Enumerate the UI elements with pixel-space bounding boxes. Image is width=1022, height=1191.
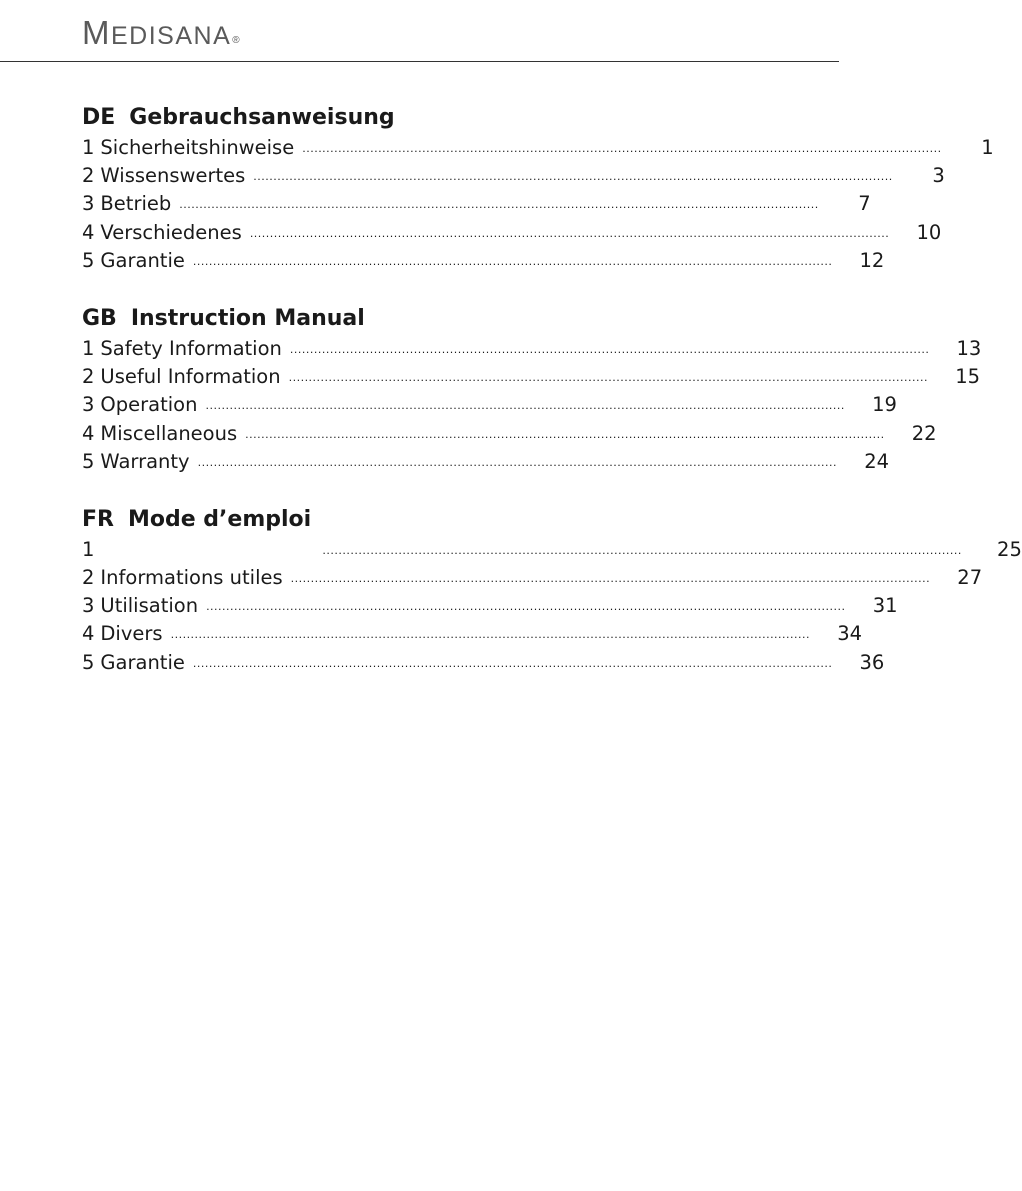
toc-entry[interactable] [82,620,863,648]
toc-entry[interactable] [82,363,981,391]
entry-number: 3 [82,393,95,417]
entry-label: Garantie [100,248,185,272]
section-title: Mode d’emploi [127,506,312,532]
entry-label: Betrieb [100,192,172,216]
entry-number: 2 [82,566,95,590]
entry-page-number: 10 [916,220,942,244]
entry-page-number: 34 [837,622,863,646]
brand-logo-initial: M [82,14,111,51]
section-heading [82,504,536,536]
brand-logo-rest: EDISANA [111,22,232,50]
entry-number: 5 [82,449,95,473]
entry-label: Sicherheitshinweise [100,136,295,159]
entry-label: Verschiedenes [100,220,242,244]
brand-logo [82,16,241,53]
toc-entry[interactable] [82,134,994,162]
entry-number: 2 [82,365,95,389]
dot-leader: ................................................................................................................................................................ [206,600,846,614]
entry-number: 3 [82,192,95,216]
section-heading [82,303,536,335]
toc-section-fr [82,504,1022,677]
toc-entry[interactable] [82,247,885,275]
entry-page-number: 27 [957,566,983,590]
dot-leader: ................................................................................................................................................................ [290,572,931,586]
entry-page-number: 22 [911,421,937,445]
entry-number: 1 [82,136,95,159]
section-title: Gebrauchsanweisung [129,105,395,130]
section-title: Instruction Manual [130,305,365,331]
dot-leader: ................................................................................................................................................................ [288,371,929,385]
entry-number: 4 [82,421,95,445]
entry-page-number: 7 [858,192,871,216]
toc-entry[interactable] [82,162,945,190]
dot-leader: ................................................................................................................................................................ [192,254,833,268]
toc-entry[interactable] [82,536,1022,564]
registered-mark: ® [232,35,242,46]
section-language-code: FR [82,506,114,532]
entry-page-number: 3 [932,164,945,188]
table-of-contents [82,102,1022,705]
entry-label: Miscellaneous [100,421,238,445]
entry-label: Useful Information [100,365,281,389]
entry-number: 4 [82,622,95,646]
dot-leader: ................................................................................................................................................................ [302,142,942,155]
toc-entry[interactable] [82,420,937,448]
toc-entry[interactable] [82,649,885,677]
entry-number: 2 [82,164,95,188]
entry-label: Operation [100,393,198,417]
entry-label: Divers [100,622,163,646]
toc-section-gb [82,303,982,476]
dot-leader: ................................................................................................................................................................ [253,170,893,184]
entry-page-number: 15 [955,365,981,389]
dot-leader: ................................................................................................................................................................ [289,342,930,356]
entry-label: Utilisation [100,594,199,618]
entry-page-number: 36 [859,650,885,674]
header-divider [0,61,839,62]
entry-page-number: 25 [997,537,1022,561]
toc-section-de [82,102,994,275]
entry-page-number: 1 [981,136,994,159]
entry-page-number: 24 [864,449,890,473]
dot-leader: ................................................................................................................................................................ [192,656,833,670]
dot-leader: ................................................................................................................................................................ [322,543,962,557]
toc-entry[interactable] [82,219,942,247]
toc-entry[interactable] [82,391,897,419]
toc-entries [82,536,1022,677]
toc-entries [82,335,982,476]
dot-leader: ................................................................................................................................................................ [170,628,811,642]
entry-number: 1 [82,537,95,561]
entry-number: 4 [82,220,95,244]
entry-number: 3 [82,594,95,618]
toc-entry[interactable] [82,190,871,218]
entry-number: 5 [82,650,95,674]
toc-entry[interactable] [82,335,982,363]
dot-leader: ................................................................................................................................................................ [197,455,838,469]
toc-entry[interactable] [82,564,983,592]
toc-entry[interactable] [82,448,890,476]
entry-label: Informations utiles [100,566,283,590]
entry-number: 5 [82,248,95,272]
entry-label: Safety Information [100,336,282,360]
entry-number: 1 [82,336,95,360]
entry-label: Warranty [100,449,190,473]
entry-label: Wissenswertes [100,164,246,188]
entry-label: Garantie [100,650,185,674]
dot-leader: ................................................................................................................................................................ [245,427,885,441]
dot-leader: ................................................................................................................................................................ [179,198,819,212]
entry-page-number: 12 [859,248,885,272]
toc-entry[interactable] [82,592,898,620]
entry-page-number: 31 [872,594,898,618]
dot-leader: ................................................................................................................................................................ [249,226,890,240]
entry-page-number: 13 [956,336,982,360]
entry-page-number: 19 [872,393,897,417]
dot-leader: ................................................................................................................................................................ [205,399,845,413]
section-heading [82,102,536,134]
section-language-code: GB [82,305,117,331]
section-language-code: DE [82,105,116,130]
toc-entries [82,134,994,275]
